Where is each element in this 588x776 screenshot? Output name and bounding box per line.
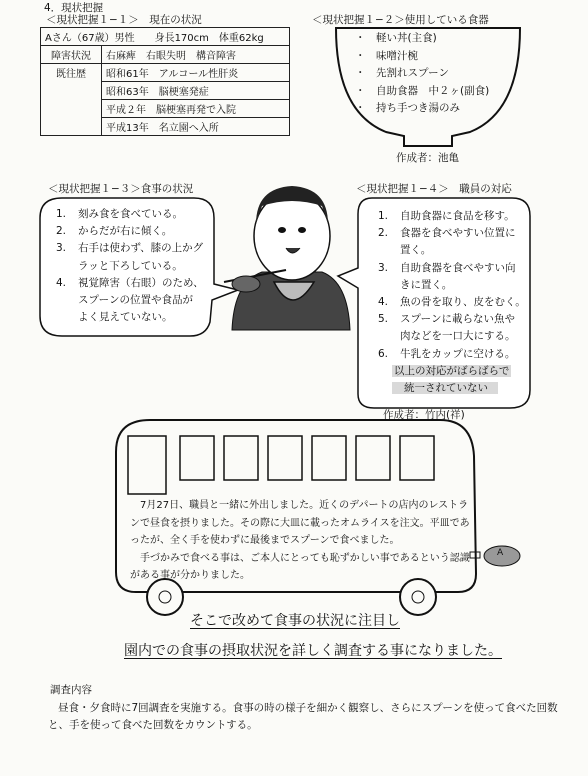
outing-paragraph: 7月27日、職員と一緒に外出しました。近くのデパートの店内のレストランで昼食を摂りました。その際に大皿に載ったオムライスを注文。平皿であったが、全く手を使わずに最後までスプーンで食べました。 xyxy=(130,500,470,547)
list-item: からだが右に傾く。 xyxy=(78,225,173,238)
list-item: ・ 軽い丼(主食) xyxy=(355,32,437,44)
item-number: 3. xyxy=(56,242,67,255)
list-item-cont: ラッと下ろしている。 xyxy=(78,259,183,272)
list-item-cont: スプーンの位置や食品が xyxy=(78,294,193,307)
list-item-cont: 置く。 xyxy=(400,244,432,257)
outing-description xyxy=(130,497,470,585)
item-number: 1. xyxy=(378,210,389,222)
history-label: 既往歴 xyxy=(41,64,102,136)
history-item: 昭和63年 脳梗塞発症 xyxy=(102,82,289,100)
list-item: 食器を食べやすい位置に xyxy=(400,227,516,240)
sec2-heading: ＜現状把握１−２＞使用している食器 xyxy=(312,14,489,26)
list-item: スプーンに載らない魚や xyxy=(400,313,515,326)
list-item: ・ 自助食器 中２ヶ(副食) xyxy=(355,84,490,97)
item-number: 2. xyxy=(378,227,389,240)
item-number: 5. xyxy=(378,313,389,326)
list-item: 刻み食を食べている。 xyxy=(78,208,183,220)
list-item-cont: 肉などを一口大にする。 xyxy=(400,330,516,343)
survey-body: 昼食・夕食時に7回調査を実施する。食事の時の様子を細かく観察し、さらにスプーンを使って食べた回数と、手を使って食べた回数をカウントする。 xyxy=(48,702,558,731)
item-number: 3. xyxy=(378,261,389,274)
tableware-list xyxy=(355,30,489,118)
list-item-cont: きに置く。 xyxy=(400,278,453,291)
item-number: 4. xyxy=(56,276,67,289)
list-item-cont: よく見えていない。 xyxy=(78,311,173,324)
disability-value: 右麻痺 右眼失明 構音障害 xyxy=(102,46,290,64)
history-item: 昭和61年 アルコール性肝炎 xyxy=(102,64,289,82)
list-item: ・ 味噌汁椀 xyxy=(355,49,418,62)
section-title: 4．現状把握 xyxy=(44,2,104,14)
list-item: 自助食器に食品を移す。 xyxy=(400,210,515,222)
eating-man-illustration xyxy=(224,186,350,330)
sec4-author: 作成者：竹内(祥) xyxy=(383,409,465,421)
list-item: 牛乳をカップに空ける。 xyxy=(400,347,516,360)
outing-paragraph: 手づかみで食べる事は、ご本人にとっても恥ずかしい事であるという認識がある事が分かりました。 xyxy=(130,552,470,582)
sec3-heading: ＜現状把握１−３＞食事の状況 xyxy=(48,183,194,195)
list-item: ・ 先割れスプーン xyxy=(355,67,449,79)
conclusion-line2: 園内での食事の摂取状況を詳しく調査する事になりました。 xyxy=(124,643,502,659)
item-number: 6. xyxy=(378,347,389,360)
meal-status-list xyxy=(56,206,204,326)
sec1-heading: ＜現状把握１−１＞ 現在の状況 xyxy=(46,14,202,26)
survey-heading: 調査内容 xyxy=(50,684,92,696)
conclusion-line1: そこで改めて食事の状況に注目し xyxy=(190,613,400,629)
staff-response-list xyxy=(378,208,526,397)
list-item: ・ 持ち手つき湯のみ xyxy=(355,102,460,114)
history-item: 平成２年 脳梗塞再発で入院 xyxy=(102,100,289,118)
list-item: 魚の骨を取り、皮をむく。 xyxy=(400,296,526,309)
item-number: 4. xyxy=(378,296,389,309)
note-line: 以上の対応がばらばらで xyxy=(394,364,510,377)
sec2-author: 作成者：池亀 xyxy=(396,152,459,164)
list-item: 視覚障害（右眼）のため、 xyxy=(78,276,204,289)
sec4-heading: ＜現状把握１−４＞ 職員の対応 xyxy=(356,183,512,195)
list-item: 自助食器を食べやすい向 xyxy=(400,261,516,274)
patient-profile: Aさん（67歳）男性 身長170cm 体重62kg xyxy=(41,28,290,46)
disability-label: 障害状況 xyxy=(41,46,102,64)
exhaust-letter: A xyxy=(497,548,504,558)
item-number: 1. xyxy=(56,208,67,220)
list-item: 右手は使わず、膝の上かグ xyxy=(78,242,204,255)
item-number: 2. xyxy=(56,225,67,238)
history-item: 平成13年 名立園へ入所 xyxy=(106,123,219,134)
note-line: 統一されていない xyxy=(392,382,498,394)
